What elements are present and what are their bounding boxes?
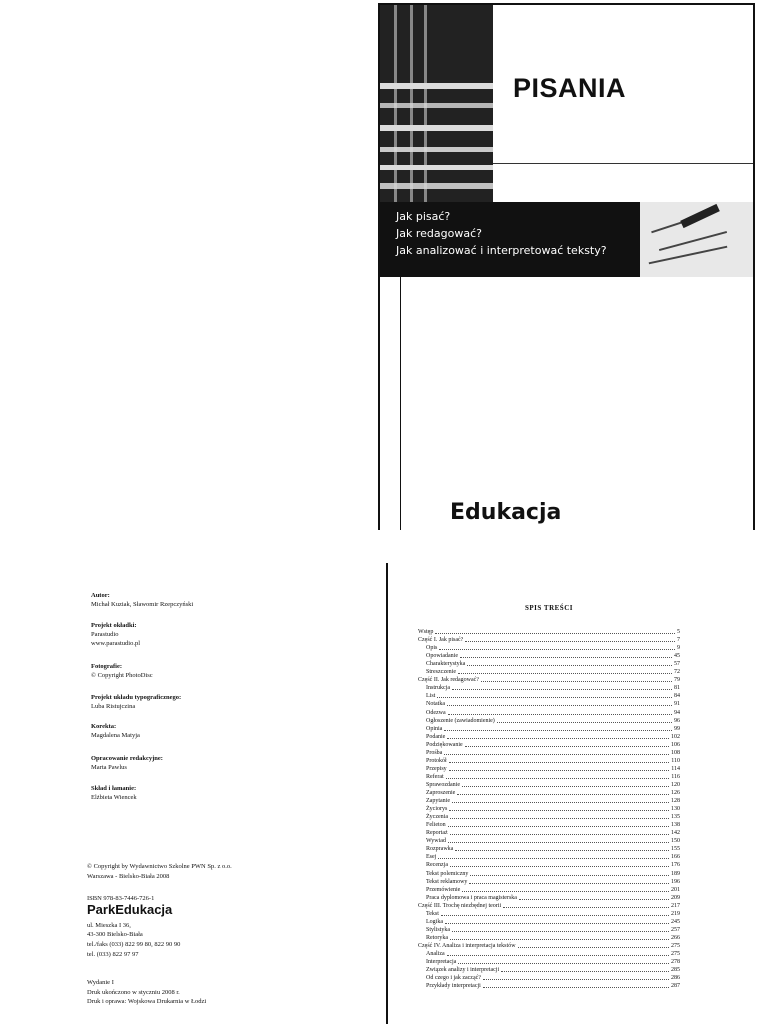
toc-entry-title: Wywiad bbox=[426, 838, 446, 845]
toc-entry-page: 275 bbox=[671, 951, 680, 957]
toc-entry-title: Praca dyplomowa i praca magisterska bbox=[426, 894, 517, 901]
toc-entry bbox=[418, 773, 680, 781]
toc-entry bbox=[418, 692, 680, 700]
address-line: ul. Mieszka I 36, bbox=[87, 922, 131, 929]
cover-photo-writing-hand bbox=[640, 202, 753, 277]
toc-entry bbox=[418, 636, 680, 644]
cover-design-label: Projekt okładki: bbox=[91, 622, 137, 629]
toc-entry bbox=[418, 668, 680, 676]
toc-entry-title: Analiza bbox=[426, 951, 445, 957]
toc-leader-dots bbox=[465, 636, 675, 642]
toc-entry-page: 120 bbox=[671, 781, 680, 788]
toc-entry bbox=[418, 861, 680, 869]
cover-question: Jak redagować? bbox=[396, 227, 482, 240]
toc-entry-title: Przepisy bbox=[426, 765, 447, 772]
toc-entry-title: Interpretacja bbox=[426, 959, 457, 966]
toc-entry-title: Podziękowanie bbox=[426, 741, 463, 748]
toc-leader-dots bbox=[462, 781, 669, 787]
toc-leader-dots bbox=[448, 821, 669, 827]
toc-entry-title: Retoryka bbox=[426, 934, 448, 941]
page-divider bbox=[386, 563, 388, 1024]
toc-leader-dots bbox=[449, 805, 669, 811]
print-date: Druk ukończono w styczniu 2008 r. bbox=[87, 989, 180, 996]
editing-value: Marta Pawlus bbox=[91, 764, 127, 771]
toc-leader-dots bbox=[450, 861, 669, 867]
toc-entry-page: 189 bbox=[671, 870, 680, 877]
toc-leader-dots bbox=[469, 878, 669, 884]
toc-entry-page: 150 bbox=[671, 838, 680, 845]
address-phone: tel./faks (033) 822 99 80, 822 90 90 bbox=[87, 941, 181, 948]
toc-entry-title: Opis bbox=[426, 645, 438, 652]
toc-entry-page: 5 bbox=[677, 629, 680, 635]
toc-entry bbox=[418, 942, 680, 950]
toc-entry-page: 84 bbox=[674, 693, 680, 700]
toc-entry bbox=[418, 797, 680, 805]
toc-entry-page: 72 bbox=[674, 669, 680, 676]
toc-entry bbox=[418, 837, 680, 845]
toc-entry-title: Esej bbox=[426, 854, 437, 861]
toc-leader-dots bbox=[448, 709, 672, 715]
toc-entry-title: Podanie bbox=[426, 733, 446, 740]
cover-photo-building bbox=[380, 5, 493, 202]
publisher-name: ParkEdukacja bbox=[87, 902, 173, 917]
toc-entry-page: 257 bbox=[671, 926, 680, 933]
toc-leader-dots bbox=[435, 628, 675, 634]
toc-entry bbox=[418, 926, 680, 934]
toc-entry-page: 9 bbox=[677, 645, 680, 652]
author-label: Autor: bbox=[91, 592, 110, 599]
toc-leader-dots bbox=[452, 797, 669, 803]
toc-entry bbox=[418, 700, 680, 708]
toc-entry bbox=[418, 918, 680, 926]
toc-entry-title: Felieton bbox=[426, 822, 446, 829]
cover-rule bbox=[493, 163, 753, 164]
toc-entry bbox=[418, 733, 680, 741]
toc-leader-dots bbox=[503, 902, 669, 908]
toc-leader-dots bbox=[439, 644, 675, 650]
toc-entry-page: 176 bbox=[671, 862, 680, 869]
toc-entry-page: 266 bbox=[671, 934, 680, 941]
toc-entry-page: 155 bbox=[671, 846, 680, 853]
toc-leader-dots bbox=[518, 942, 669, 948]
toc-entry-title: List bbox=[426, 693, 436, 700]
toc-entry-page: 110 bbox=[671, 757, 680, 764]
toc-entry-page: 106 bbox=[671, 741, 680, 748]
author-value: Michał Kuziak, Sławomir Rzepczyński bbox=[91, 601, 194, 608]
toc-entry-title: Reportaż bbox=[426, 830, 448, 837]
toc-leader-dots bbox=[445, 918, 669, 924]
proofreading-label: Korekta: bbox=[91, 723, 117, 730]
toc-entry-title: Notatka bbox=[426, 701, 445, 708]
toc-entry bbox=[418, 781, 680, 789]
copyright-place: Warszawa - Bielsko-Biała 2008 bbox=[87, 873, 170, 880]
toc-entry bbox=[418, 765, 680, 773]
toc-leader-dots bbox=[450, 829, 669, 835]
toc-entry-page: 91 bbox=[674, 701, 680, 708]
toc-leader-dots bbox=[444, 749, 669, 755]
toc-leader-dots bbox=[467, 660, 672, 666]
cover-questions bbox=[396, 208, 607, 259]
toc-entry bbox=[418, 878, 680, 886]
toc-entry bbox=[418, 853, 680, 861]
cover-title: PISANIA bbox=[513, 73, 627, 103]
toc-title: SPIS TREŚCI bbox=[525, 604, 573, 612]
toc-leader-dots bbox=[447, 733, 669, 739]
toc-entry-page: 278 bbox=[671, 959, 680, 966]
toc-leader-dots bbox=[501, 966, 669, 972]
imprint-page bbox=[70, 560, 380, 1024]
toc-entry bbox=[418, 934, 680, 942]
toc-entry bbox=[418, 757, 680, 765]
isbn: ISBN 978-83-7446-726-1 bbox=[87, 895, 155, 902]
cover-design-value: Parastudio bbox=[91, 631, 119, 638]
toc-entry-title: Związek analizy i interpretacji bbox=[426, 967, 500, 974]
toc-entry-page: 7 bbox=[677, 637, 680, 644]
toc-entry-title: Recenzja bbox=[426, 862, 448, 869]
toc-leader-dots bbox=[455, 845, 669, 851]
toc-leader-dots bbox=[444, 725, 672, 731]
toc-leader-dots bbox=[452, 684, 672, 690]
toc-entry-title: Część IV. Analiza i interpretacja tekstów bbox=[418, 942, 516, 949]
print-house: Druk i oprawa: Wojskowa Drukarnia w Łodzi bbox=[87, 998, 207, 1005]
toc-entry-title: Charakterystyka bbox=[426, 661, 466, 668]
toc-entry-page: 126 bbox=[671, 790, 680, 796]
cover-question: Jak pisać? bbox=[396, 210, 451, 223]
toc-entry-title: Zaproszenie bbox=[426, 790, 456, 796]
toc-entry-title: Część III. Trochę niezbędnej teorii bbox=[418, 902, 502, 909]
photo-value: © Copyright PhotoDisc bbox=[91, 672, 153, 679]
toc-entry-page: 96 bbox=[674, 717, 680, 724]
toc-entry-page: 135 bbox=[671, 814, 680, 821]
toc-entry-page: 201 bbox=[671, 886, 680, 893]
toc-entry-title: Przykłady interpretacji bbox=[426, 983, 481, 990]
toc-entry bbox=[418, 652, 680, 660]
toc-leader-dots bbox=[483, 974, 669, 980]
toc-entry-title: Wstęp bbox=[418, 629, 434, 635]
toc-leader-dots bbox=[462, 886, 669, 892]
toc-leader-dots bbox=[465, 741, 669, 747]
proofreading-value: Magdalena Matyja bbox=[91, 732, 140, 739]
toc-entry-page: 285 bbox=[671, 967, 680, 974]
editing-label: Opracowanie redakcyjne: bbox=[91, 755, 163, 762]
cover-rule bbox=[400, 277, 401, 530]
toc-entry bbox=[418, 950, 680, 958]
toc-entry-title: Protokół bbox=[426, 757, 447, 764]
toc-leader-dots bbox=[458, 668, 672, 674]
toc-entry bbox=[418, 894, 680, 902]
toc-entry bbox=[418, 974, 680, 982]
cover-question: Jak analizować i interpretować teksty? bbox=[396, 244, 607, 257]
toc-leader-dots bbox=[452, 926, 669, 932]
toc-leader-dots bbox=[449, 757, 670, 763]
publisher-logo: Edukacja bbox=[450, 500, 562, 525]
toc-entry-title: Stylistyka bbox=[426, 926, 451, 933]
edition: Wydanie I bbox=[87, 979, 114, 986]
toc-entry-page: 108 bbox=[671, 749, 680, 756]
cover-border bbox=[753, 3, 755, 530]
toc-leader-dots bbox=[519, 894, 669, 900]
toc-entry bbox=[418, 628, 680, 636]
toc-leader-dots bbox=[458, 958, 669, 964]
toc-entry bbox=[418, 821, 680, 829]
toc-entry bbox=[418, 676, 680, 684]
toc-entry-title: Opowiadanie bbox=[426, 653, 458, 660]
toc-entry bbox=[418, 789, 680, 797]
toc-entry bbox=[418, 845, 680, 853]
address-phone: tel. (033) 822 97 97 bbox=[87, 951, 139, 958]
typography-value: Luba Ristujczina bbox=[91, 703, 136, 710]
toc-entry bbox=[418, 902, 680, 910]
toc-entry-page: 99 bbox=[674, 725, 680, 732]
toc-leader-dots bbox=[483, 982, 669, 988]
address-line: 43-300 Bielsko-Biała bbox=[87, 931, 143, 938]
toc-entry bbox=[418, 684, 680, 692]
toc-entry bbox=[418, 982, 680, 990]
toc-entry bbox=[418, 717, 680, 725]
typesetting-value: Elżbieta Wiencek bbox=[91, 794, 137, 801]
typography-label: Projekt układu typograficznego: bbox=[91, 694, 182, 701]
toc-entry bbox=[418, 910, 680, 918]
toc-entry bbox=[418, 870, 680, 878]
toc-entry-page: 79 bbox=[674, 677, 680, 684]
toc-entry-title: Instrukcja bbox=[426, 685, 450, 692]
toc-entry bbox=[418, 741, 680, 749]
toc-entry-title: Zapytanie bbox=[426, 798, 450, 805]
toc-leader-dots bbox=[450, 813, 669, 819]
toc-entry bbox=[418, 709, 680, 717]
toc-entry bbox=[418, 966, 680, 974]
toc-entry-title: Referat bbox=[426, 773, 444, 780]
toc-entry-title: Życzenia bbox=[426, 814, 448, 821]
toc-entry-title: Logika bbox=[426, 918, 443, 925]
toc-entry-title: Opinia bbox=[426, 725, 443, 732]
toc-entry-page: 142 bbox=[671, 830, 680, 837]
toc-leader-dots bbox=[448, 837, 669, 843]
toc-leader-dots bbox=[460, 652, 672, 658]
toc-entry-page: 94 bbox=[674, 709, 680, 716]
toc-leader-dots bbox=[438, 853, 669, 859]
copyright-line: © Copyright by Wydawnictwo Szkolne PWN Sp. z o.o. bbox=[87, 863, 232, 870]
toc-entry bbox=[418, 813, 680, 821]
toc-entry-page: 275 bbox=[671, 942, 680, 949]
photo-label: Fotografie: bbox=[91, 663, 123, 670]
toc-entry-title: Odezwa bbox=[426, 709, 446, 716]
toc-entry-title: Ogłoszenie (zawiadomienie) bbox=[426, 717, 495, 724]
toc-entry-page: 138 bbox=[671, 822, 680, 829]
toc-entry-page: 45 bbox=[674, 653, 680, 660]
toc-entry-title: Życiorys bbox=[426, 806, 448, 813]
toc-leader-dots bbox=[470, 870, 669, 876]
toc-leader-dots bbox=[441, 910, 669, 916]
toc-leader-dots bbox=[497, 717, 672, 723]
toc-entry-page: 114 bbox=[671, 765, 680, 772]
toc-entry bbox=[418, 644, 680, 652]
toc-entry bbox=[418, 958, 680, 966]
cover-design-url: www.parastudio.pl bbox=[91, 640, 141, 647]
toc-entry-page: 287 bbox=[671, 983, 680, 990]
toc-entry-title: Prośba bbox=[426, 749, 443, 756]
toc-entry-title: Sprawozdanie bbox=[426, 781, 460, 788]
toc-leader-dots bbox=[449, 765, 670, 771]
toc-leader-dots bbox=[450, 934, 669, 940]
toc-entry bbox=[418, 886, 680, 894]
toc-entry-title: Rozprawka bbox=[426, 846, 454, 853]
toc-entry-page: 130 bbox=[671, 806, 680, 813]
toc-entry-page: 81 bbox=[674, 685, 680, 692]
toc-leader-dots bbox=[481, 676, 672, 682]
toc-entry-title: Tekst polemiczny bbox=[426, 870, 469, 877]
toc-leader-dots bbox=[446, 773, 670, 779]
toc-entry-page: 102 bbox=[671, 733, 680, 740]
toc-entry-title: Tekst reklamowy bbox=[426, 878, 468, 885]
toc-leader-dots bbox=[447, 950, 669, 956]
toc-entry-title: Od czego i jak zacząć? bbox=[426, 975, 481, 982]
toc-entry-title: Część II. Jak redagować? bbox=[418, 677, 479, 684]
toc-leader-dots bbox=[437, 692, 672, 698]
toc-entry-page: 116 bbox=[671, 773, 680, 780]
toc-entry-page: 196 bbox=[671, 878, 680, 885]
toc-entry-page: 128 bbox=[671, 798, 680, 805]
toc-entry bbox=[418, 725, 680, 733]
toc-entry-page: 166 bbox=[671, 854, 680, 861]
toc-entry-page: 57 bbox=[674, 661, 680, 668]
toc-entry bbox=[418, 805, 680, 813]
toc-entry bbox=[418, 749, 680, 757]
toc-entry-title: Streszczenie bbox=[426, 669, 456, 676]
toc-entry-page: 209 bbox=[671, 894, 680, 901]
toc-entry-title: Część I. Jak pisać? bbox=[418, 637, 464, 644]
toc-entry-page: 219 bbox=[671, 910, 680, 917]
toc-entry-title: Tekst bbox=[426, 910, 439, 917]
toc-entry bbox=[418, 829, 680, 837]
toc-leader-dots bbox=[457, 789, 669, 795]
toc-entry-page: 217 bbox=[671, 902, 680, 909]
typesetting-label: Skład i łamanie: bbox=[91, 785, 137, 792]
toc-leader-dots bbox=[447, 700, 672, 706]
toc-entry-title: Przemówienie bbox=[426, 886, 461, 893]
toc-entry-page: 286 bbox=[671, 975, 680, 982]
toc-entry bbox=[418, 660, 680, 668]
toc-entry-page: 245 bbox=[671, 918, 680, 925]
book-cover bbox=[378, 3, 755, 530]
